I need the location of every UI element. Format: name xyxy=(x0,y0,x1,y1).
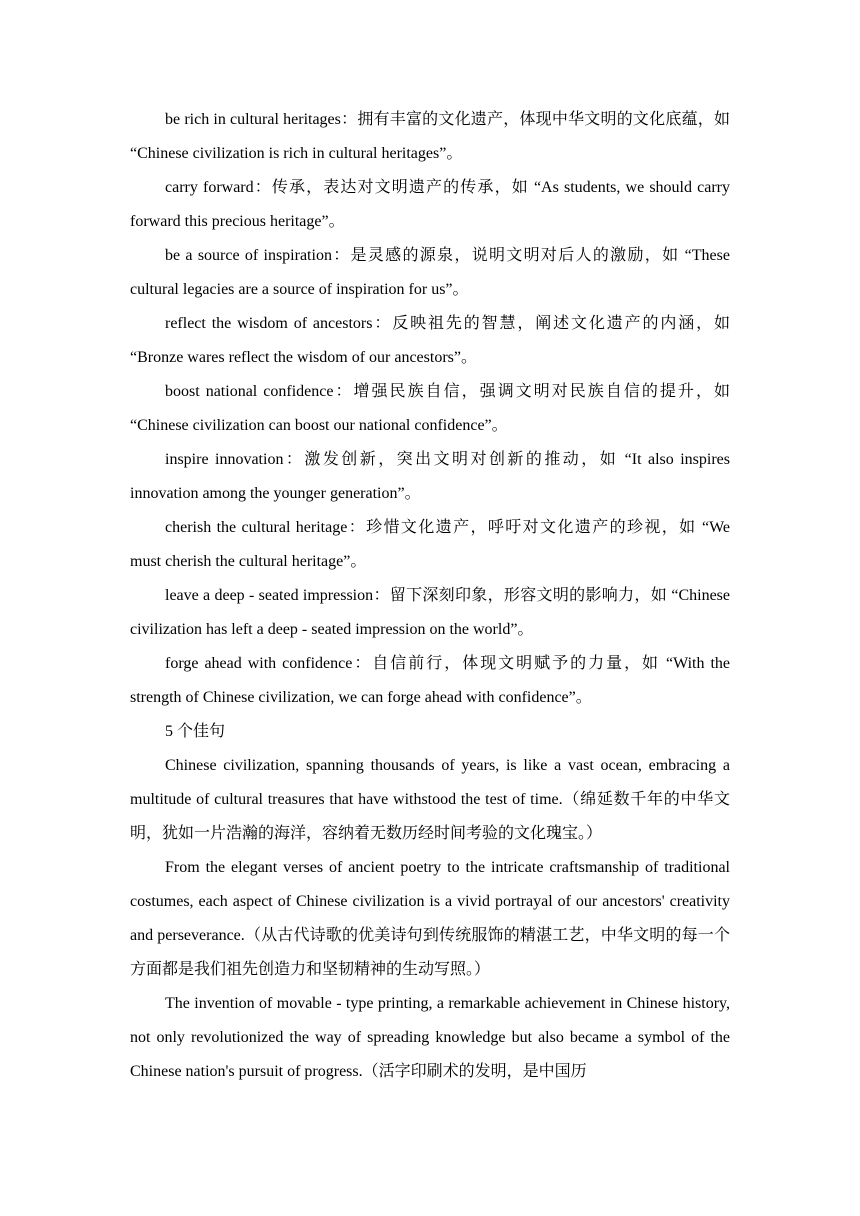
sentence-movable-type: The invention of movable - type printing, a remarkable achievement in Chinese history, not only revolutionized the way of spreading knowledge but also became a symbol of the Chinese nation's pursuit of progress.（活字印刷术的发明，是中国历 xyxy=(130,995,730,1080)
document-page xyxy=(130,103,730,1089)
phrase-boost-confidence: boost national confidence：增强民族自信，强调文明对民族自信的提升，如 “Chinese civilization can boost our national confidence”。 xyxy=(130,383,730,434)
phrase-reflect-wisdom: reflect the wisdom of ancestors：反映祖先的智慧，阐述文化遗产的内涵，如 “Bronze wares reflect the wisdom of our ancestors”。 xyxy=(130,315,730,366)
phrase-source-of-inspiration: be a source of inspiration：是灵感的源泉，说明文明对后人的激励，如 “These cultural legacies are a source of inspiration for us”。 xyxy=(130,247,730,298)
sentence-vast-ocean: Chinese civilization, spanning thousands of years, is like a vast ocean, embracing a multitude of cultural treasures that have withstood the test of time.（绵延数千年的中华文明，犹如一片浩瀚的海洋，容纳着无数历经时间考验的文化瑰宝。） xyxy=(130,757,730,842)
phrase-inspire-innovation: inspire innovation：激发创新，突出文明对创新的推动，如 “It also inspires innovation among the younger generation”。 xyxy=(130,451,730,502)
phrase-carry-forward: carry forward：传承，表达对文明遗产的传承，如 “As students, we should carry forward this precious heritage”。 xyxy=(130,179,730,230)
phrase-cherish-heritage: cherish the cultural heritage：珍惜文化遗产，呼吁对文化遗产的珍视，如 “We must cherish the cultural heritage”。 xyxy=(130,519,730,570)
phrase-rich-in-cultural-heritages: be rich in cultural heritages：拥有丰富的文化遗产，体现中华文明的文化底蕴，如 “Chinese civilization is rich in cultural heritages”。 xyxy=(130,111,730,162)
phrase-forge-ahead: forge ahead with confidence：自信前行，体现文明赋予的力量，如 “With the strength of Chinese civilization, we can forge ahead with confidence”。 xyxy=(130,655,730,706)
sentence-poetry-costumes: From the elegant verses of ancient poetry to the intricate craftsmanship of traditional costumes, each aspect of Chinese civilization is a vivid portrayal of our ancestors' creativity and perseverance.（从古代诗歌的优美诗句到传统服饰的精湛工艺，中华文明的每一个方面都是我们祖先创造力和坚韧精神的生动写照。） xyxy=(130,859,730,978)
section-heading-sentences: 5 个佳句 xyxy=(165,723,226,740)
phrase-deep-seated-impression: leave a deep - seated impression：留下深刻印象，形容文明的影响力，如 “Chinese civilization has left a deep - seated impression on the world”。 xyxy=(130,587,730,638)
